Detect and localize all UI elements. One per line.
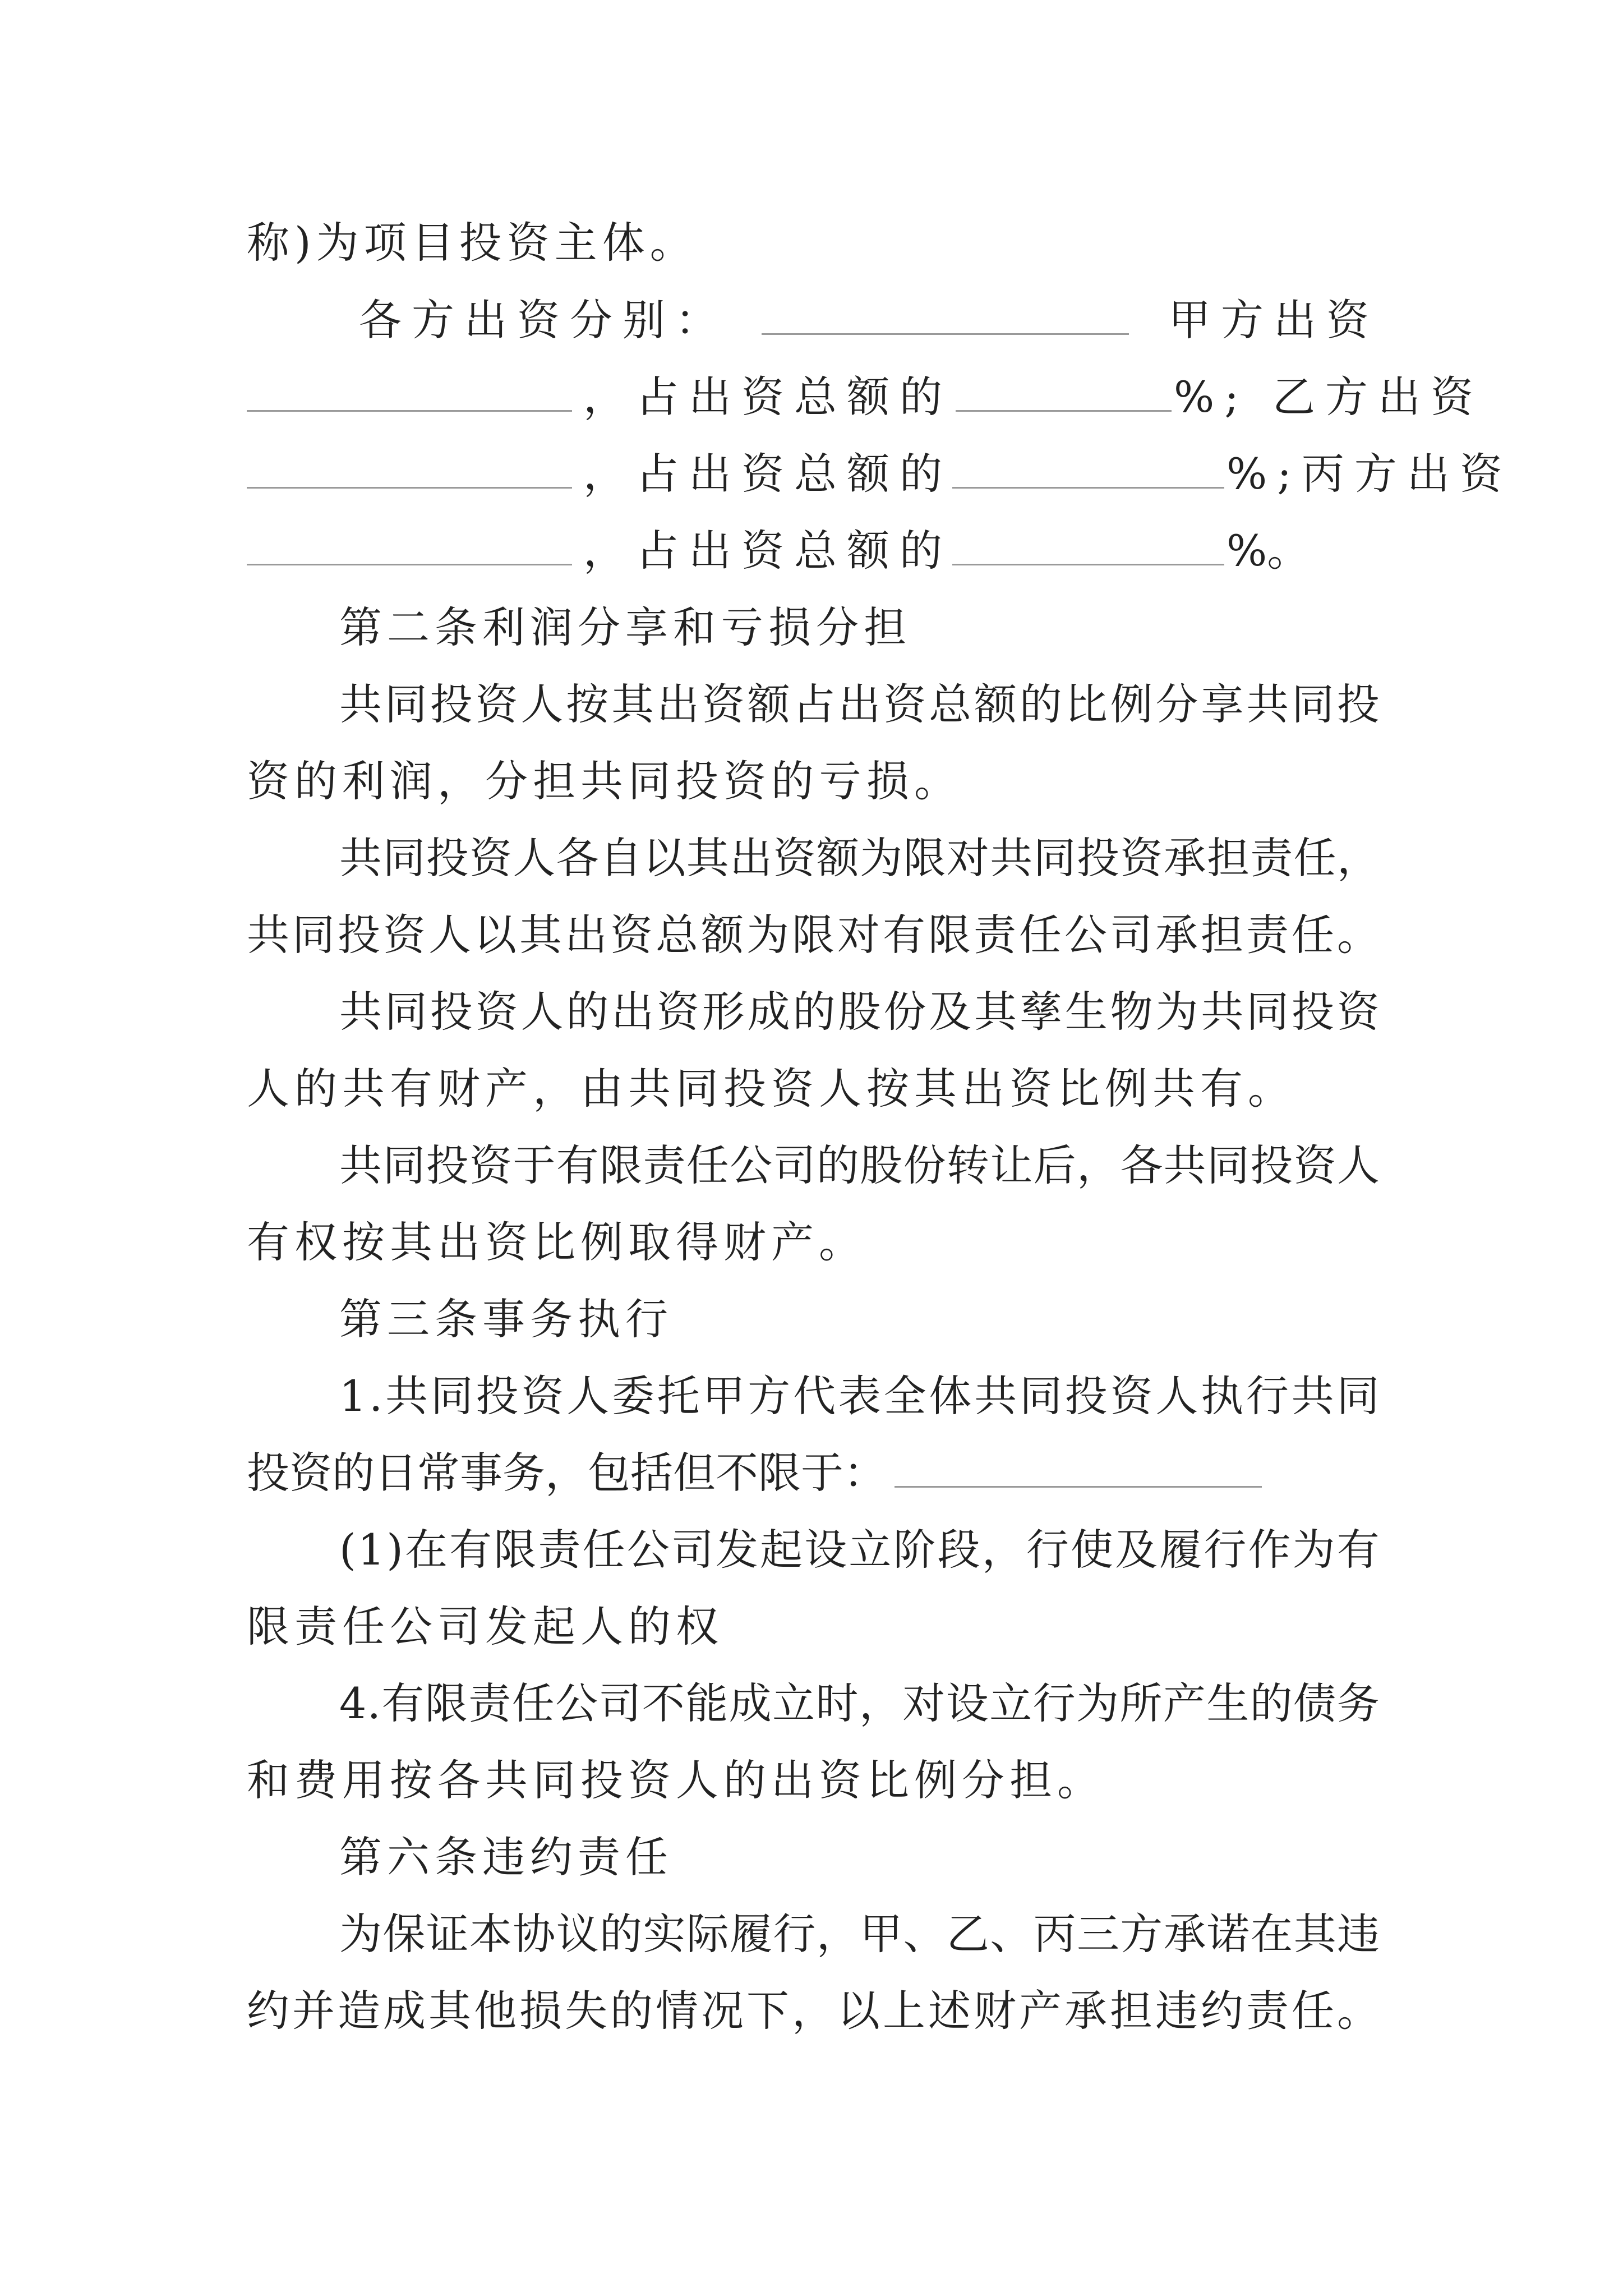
- paragraph-line: (1)在有限责任公司发起设立阶段，行使及履行作为有: [339, 1525, 1381, 1575]
- section-heading: 第六条违约责任: [339, 1832, 673, 1882]
- contribution-line: [359, 292, 1379, 348]
- text-segment: ，占出资总额的: [583, 372, 952, 422]
- fill-in-blank[interactable]: [895, 1451, 1262, 1488]
- fill-in-blank[interactable]: [247, 529, 572, 565]
- section-heading: 第二条利润分享和亏损分担: [339, 602, 911, 652]
- paragraph-line: 资的利润，分担共同投资的亏损。: [247, 756, 962, 806]
- paragraph-line: 共同投资人各自以其出资额为限对共同投资承担责任，: [339, 833, 1381, 883]
- contribution-line: [247, 369, 1483, 425]
- paragraph-line: 为保证本协议的实际履行，甲、乙、丙三方承诺在其违: [339, 1909, 1381, 1959]
- paragraph-line: 有权按其出资比例取得财产。: [247, 1217, 866, 1267]
- contribution-line: [247, 523, 1310, 579]
- text-segment: 甲方出资: [1168, 295, 1379, 345]
- text-segment: 各方出资分别：: [359, 295, 728, 345]
- paragraph-line: 称)为项目投资主体。: [247, 218, 698, 268]
- paragraph-line: 4.有限责任公司不能成立时，对设立行为所产生的债务: [339, 1678, 1381, 1728]
- paragraph-line: [247, 1445, 1262, 1501]
- text-segment: %; 乙方出资: [1174, 372, 1483, 422]
- text-segment: 投资的日常事务，包括但不限于：: [247, 1448, 886, 1498]
- paragraph-line: 共同投资人按其出资额占出资总额的比例分享共同投: [339, 679, 1382, 729]
- fill-in-blank[interactable]: [247, 375, 572, 412]
- fill-in-blank[interactable]: [952, 529, 1224, 565]
- paragraph-line: 人的共有财产，由共同投资人按其出资比例共有。: [247, 1064, 1295, 1114]
- fill-in-blank[interactable]: [952, 452, 1224, 489]
- paragraph-line: 共同投资于有限责任公司的股份转让后，各共同投资人: [339, 1140, 1381, 1190]
- contribution-line: [247, 446, 1513, 502]
- paragraph-line: 1.共同投资人委托甲方代表全体共同投资人执行共同: [339, 1371, 1382, 1421]
- fill-in-blank[interactable]: [247, 452, 572, 489]
- text-segment: %;丙方出资: [1227, 449, 1513, 499]
- paragraph-line: 约并造成其他损失的情况下，以上述财产承担违约责任。: [247, 1986, 1382, 2036]
- section-heading: 第三条事务执行: [339, 1294, 673, 1344]
- fill-in-blank[interactable]: [762, 298, 1129, 335]
- paragraph-line: 和费用按各共同投资人的出资比例分担。: [247, 1755, 1105, 1805]
- paragraph-line: 共同投资人以其出资总额为限对有限责任公司承担责任。: [247, 910, 1382, 960]
- paragraph-line: 共同投资人的出资形成的股份及其孳生物为共同投资: [339, 987, 1382, 1037]
- text-segment: ，占出资总额的: [583, 449, 952, 499]
- text-segment: ，占出资总额的: [583, 526, 952, 576]
- fill-in-blank[interactable]: [956, 375, 1172, 412]
- paragraph-line: 限责任公司发起人的权: [247, 1602, 723, 1651]
- text-segment: %。: [1227, 526, 1310, 576]
